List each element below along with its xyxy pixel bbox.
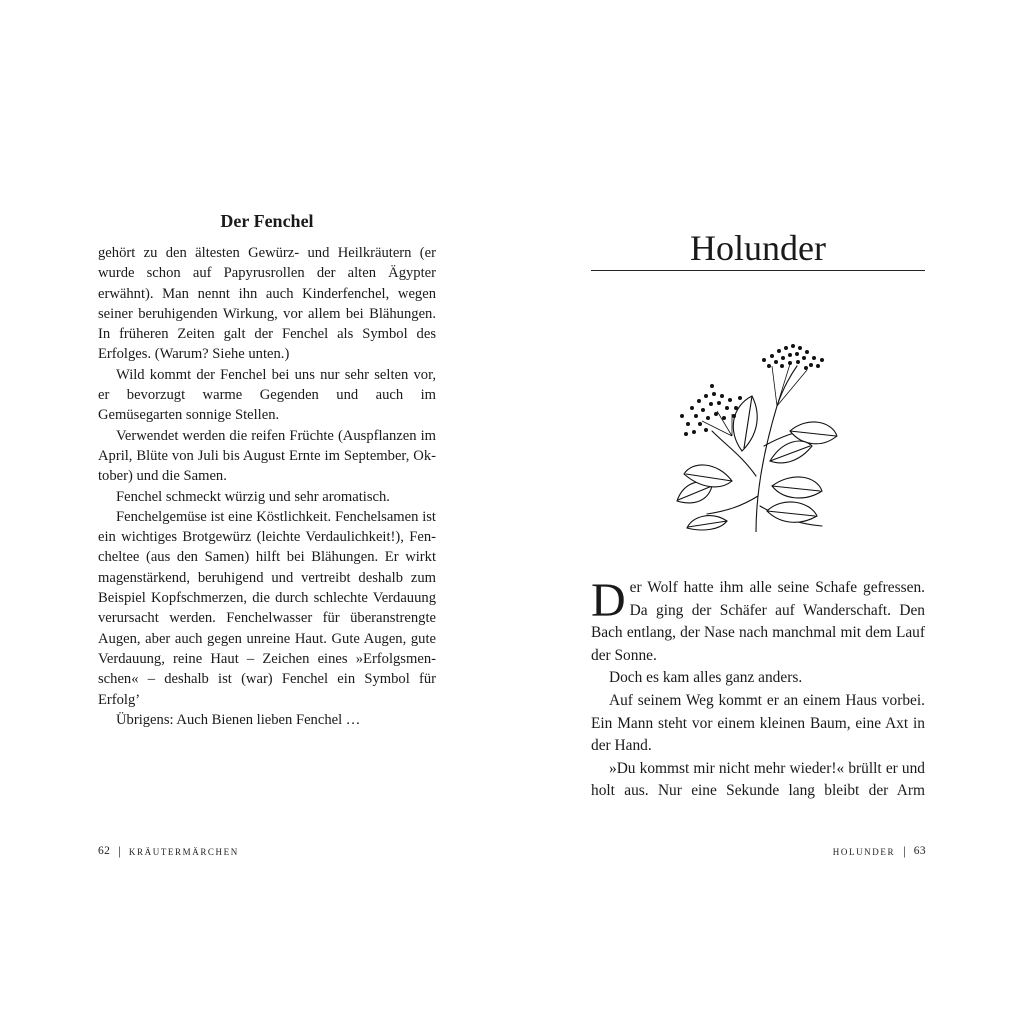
paragraph: Fenchelgemüse ist eine Köstlichkeit. Fenchelsamen ist ein wichtiges Brotgewürz (leichte Verdaulichkeit!), Fencheltee (aus den Samen) hilft bei Blähungen. Er wirkt magenstärkend, beruhigend und vertreibt deshalb zum Beispiel Kopfschmerzen, die durch schlechte Verdauung verursacht werden. Fenchelwasser für überanstrengte Augen, aber auch gegen unreine Haut. Gute Augen, gute Verdauung, reine Haut – Zeichen eines »Erfolgsmenschen« – deshalb ist (war) Fenchel ein Symbol für Erfolg’ [98, 508, 436, 708]
paragraph: Fenchel schmeckt würzig und sehr aromatisch. [116, 488, 390, 505]
dropcap: D [591, 574, 626, 627]
page-number: 62 [98, 845, 111, 857]
paragraph-text: er Wolf hatte ihm alle seine Schafe gefressen. Da ging der Schäfer auf Wanderschaft. Den Bach entlang, der Nase nach manchmal mit dem Lauf der Sonne. [591, 579, 925, 664]
chapter-title: Holunder [690, 228, 826, 268]
right-footer [833, 843, 926, 859]
footer-separator: | [903, 843, 906, 858]
left-footer [98, 843, 239, 859]
left-body-text [98, 243, 436, 730]
footer-separator: | [118, 843, 121, 858]
paragraph: Auf seinem Weg kommt er an einem Haus vorbei. Ein Mann steht vor einem kleinen Baum, eine Axt in der Hand. [591, 691, 925, 755]
paragraph: Doch es kam alles ganz anders. [609, 669, 803, 687]
section-heading: Der Fenchel [220, 211, 314, 231]
title-rule [591, 270, 925, 271]
paragraph: Übrigens: Auch Bienen lieben Fenchel … [116, 711, 361, 728]
paragraph [591, 574, 925, 667]
running-head: holunder [832, 843, 896, 858]
paragraph: gehört zu den ältesten Gewürz- und Heilkräutern (er wurde schon auf Papyrusrollen der alten Ägypter erwähnt). Man nennt ihn auch Kinderfenchel, wegen seiner beruhigenden Wirkung, vor allem bei Blähungen. In früheren Zeiten galt der Fenchel als Symbol des Erfolges. (Warum? Siehe unten.) [98, 245, 436, 363]
running-head: kräutermärchen [128, 843, 239, 858]
right-body-text [591, 574, 925, 803]
elderberry-plant-illustration [672, 336, 840, 532]
paragraph: Wild kommt der Fenchel bei uns nur sehr selten vor, er bevorzugt warme Gegenden und auch im Gemüsegarten sonnige Stellen. [98, 366, 436, 424]
paragraph: »Du kommst mir nicht mehr wieder!« brüllt er und holt aus. Nur eine Sekunde lang bleibt der Arm [591, 759, 925, 800]
paragraph: Verwendet werden die reifen Früchte (Auspflanzen im April, Blüte von Juli bis August Ernte im September, Oktober) und die Samen. [98, 427, 436, 485]
page-number: 63 [913, 845, 926, 857]
